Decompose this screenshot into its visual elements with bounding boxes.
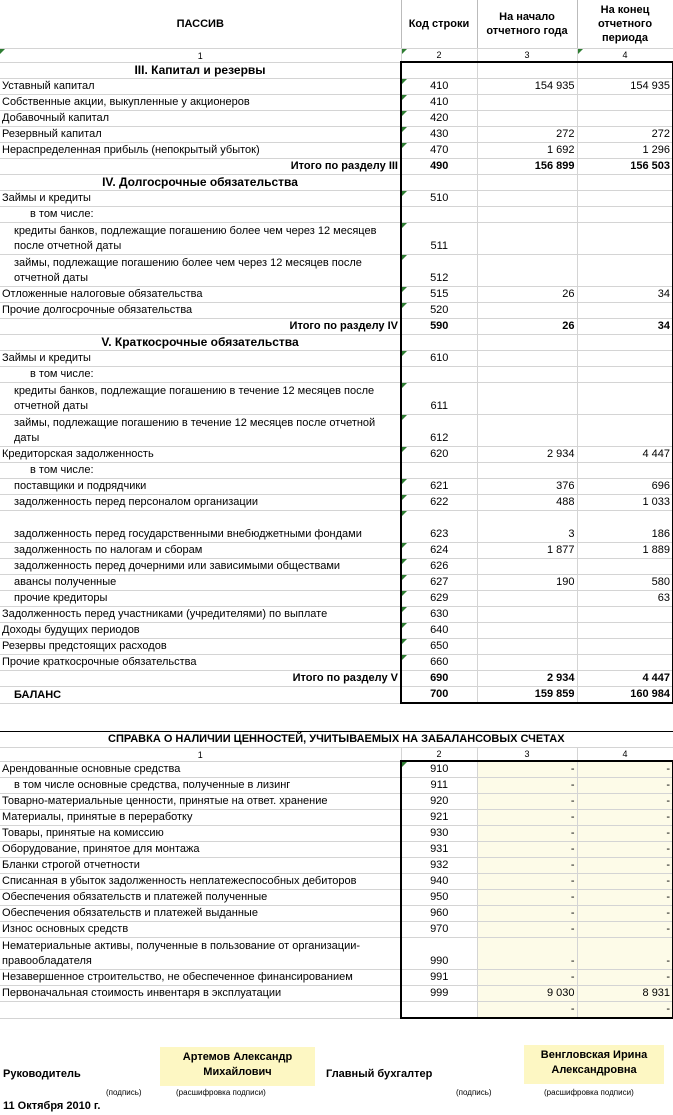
offbalance-end-value: - — [577, 794, 673, 810]
offbalance-label: Обеспечения обязательств и платежей полученные — [0, 890, 401, 906]
offbalance-row — [0, 810, 673, 826]
row-label: БАЛАНС — [0, 687, 401, 704]
row-label: займы, подлежащие погашению более чем через 12 месяцев после отчетной даты — [0, 255, 401, 287]
offbalance-row — [0, 761, 673, 778]
offbalance-label: Оборудование, принятое для монтажа — [0, 842, 401, 858]
offbalance-code: 911 — [401, 778, 477, 794]
row-end-value: 272 — [577, 127, 673, 143]
row-end-value — [577, 415, 673, 447]
row-code: 590 — [401, 319, 477, 335]
row-end-value — [577, 303, 673, 319]
offbalance-label: Износ основных средств — [0, 922, 401, 938]
table-row — [0, 143, 673, 159]
table-row — [0, 623, 673, 639]
row-end-value — [577, 207, 673, 223]
row-end-value — [577, 111, 673, 127]
offbalance-row — [0, 1002, 673, 1019]
row-code: 626 — [401, 559, 477, 575]
offbalance-end-value: - — [577, 970, 673, 986]
table-row — [0, 447, 673, 463]
row-code — [401, 175, 477, 191]
row-code: 623 — [401, 511, 477, 543]
row-label: Резервный капитал — [0, 127, 401, 143]
offbalance-label: Нематериальные активы, полученные в пользование от организации-правообладателя — [0, 938, 401, 970]
row-label: Итого по разделу IV — [0, 319, 401, 335]
row-end-value: 63 — [577, 591, 673, 607]
offbalance-end-value: - — [577, 778, 673, 794]
offbalance-start-value: - — [477, 922, 577, 938]
offbalance-code: 910 — [401, 761, 477, 778]
row-code: 512 — [401, 255, 477, 287]
row-end-value: 1 296 — [577, 143, 673, 159]
column-number-2: 2 — [401, 49, 477, 63]
row-end-value: 154 935 — [577, 79, 673, 95]
offbalance-code: 931 — [401, 842, 477, 858]
row-code: 520 — [401, 303, 477, 319]
offbalance-code: 991 — [401, 970, 477, 986]
row-start-value: 488 — [477, 495, 577, 511]
table-row — [0, 191, 673, 207]
total-row — [0, 319, 673, 335]
row-end-value — [577, 559, 673, 575]
table-row — [0, 559, 673, 575]
row-start-value: 3 — [477, 511, 577, 543]
row-end-value — [577, 175, 673, 191]
row-label: Уставный капитал — [0, 79, 401, 95]
offbalance-end-value: - — [577, 874, 673, 890]
offbalance-code: 921 — [401, 810, 477, 826]
table-row — [0, 111, 673, 127]
offbalance-label: Товарно-материальные ценности, принятые на ответ. хранение — [0, 794, 401, 810]
row-start-value — [477, 463, 577, 479]
head-label: Руководитель — [3, 1068, 81, 1080]
row-label: Собственные акции, выкупленные у акционеров — [0, 95, 401, 111]
row-end-value — [577, 351, 673, 367]
offbalance-row — [0, 826, 673, 842]
row-code: 690 — [401, 671, 477, 687]
table-row — [0, 575, 673, 591]
row-end-value — [577, 463, 673, 479]
row-end-value — [577, 62, 673, 79]
offbalance-code: 920 — [401, 794, 477, 810]
row-label: Отложенные налоговые обязательства — [0, 287, 401, 303]
row-label: кредиты банков, подлежащие погашению более чем через 12 месяцев после отчетной даты — [0, 223, 401, 255]
head-sign-caption: (подпись) — [106, 1088, 142, 1097]
section-row — [0, 175, 673, 191]
row-end-value — [577, 95, 673, 111]
row-code: 490 — [401, 159, 477, 175]
row-label: Добавочный капитал — [0, 111, 401, 127]
row-code: 515 — [401, 287, 477, 303]
row-end-value: 580 — [577, 575, 673, 591]
head-name: Артемов Александр Михайлович — [160, 1047, 315, 1086]
offbalance-start-value: - — [477, 842, 577, 858]
chief-decode-caption: (расшифровка подписи) — [544, 1088, 634, 1097]
row-start-value: 2 934 — [477, 447, 577, 463]
offbalance-start-value: - — [477, 858, 577, 874]
row-code: 622 — [401, 495, 477, 511]
row-code: 510 — [401, 191, 477, 207]
offbalance-start-value: 9 030 — [477, 986, 577, 1002]
column-number-1: 1 — [0, 49, 401, 63]
row-label: Прочие долгосрочные обязательства — [0, 303, 401, 319]
header-code: Код строки — [401, 0, 477, 49]
header-passiv: ПАССИВ — [0, 0, 401, 49]
table-row — [0, 607, 673, 623]
offbalance-row — [0, 986, 673, 1002]
offbalance-code: 960 — [401, 906, 477, 922]
row-label: в том числе: — [0, 207, 401, 223]
row-end-value — [577, 367, 673, 383]
table-row — [0, 383, 673, 415]
table-row — [0, 639, 673, 655]
offbalance-label: Бланки строгой отчетности — [0, 858, 401, 874]
table-row — [0, 255, 673, 287]
table-row — [0, 351, 673, 367]
row-end-value — [577, 223, 673, 255]
offbalance-start-value: - — [477, 890, 577, 906]
row-label: поставщики и подрядчики — [0, 479, 401, 495]
section-row — [0, 335, 673, 351]
row-label: Кредиторская задолженность — [0, 447, 401, 463]
row-label: авансы полученные — [0, 575, 401, 591]
off-column-number-3: 3 — [477, 748, 577, 762]
row-end-value — [577, 191, 673, 207]
row-end-value: 4 447 — [577, 671, 673, 687]
row-start-value — [477, 95, 577, 111]
head-decode-caption: (расшифровка подписи) — [176, 1088, 266, 1097]
row-code: 621 — [401, 479, 477, 495]
offbalance-end-value: - — [577, 761, 673, 778]
offbalance-row — [0, 858, 673, 874]
offbalance-code: 970 — [401, 922, 477, 938]
offbalance-label: в том числе основные средства, полученные в лизинг — [0, 778, 401, 794]
row-code: 660 — [401, 655, 477, 671]
row-label: Доходы будущих периодов — [0, 623, 401, 639]
row-end-value: 186 — [577, 511, 673, 543]
row-label: задолженность перед персоналом организации — [0, 495, 401, 511]
row-code: 700 — [401, 687, 477, 704]
row-code: 624 — [401, 543, 477, 559]
row-code — [401, 463, 477, 479]
row-code: 410 — [401, 95, 477, 111]
offbalance-start-value: - — [477, 970, 577, 986]
row-code: 420 — [401, 111, 477, 127]
table-row — [0, 95, 673, 111]
row-end-value: 156 503 — [577, 159, 673, 175]
offbalance-row — [0, 890, 673, 906]
offbalance-end-value: - — [577, 890, 673, 906]
offbalance-start-value: - — [477, 906, 577, 922]
table-row — [0, 511, 673, 543]
section-title: III. Капитал и резервы — [0, 62, 401, 79]
table-row — [0, 367, 673, 383]
offbalance-row — [0, 874, 673, 890]
offbalance-code: 940 — [401, 874, 477, 890]
row-label: в том числе: — [0, 463, 401, 479]
row-label: Резервы предстоящих расходов — [0, 639, 401, 655]
offbalance-end-value: - — [577, 858, 673, 874]
row-label: Займы и кредиты — [0, 191, 401, 207]
row-code: 650 — [401, 639, 477, 655]
offbalance-row — [0, 842, 673, 858]
row-start-value — [477, 607, 577, 623]
row-start-value — [477, 591, 577, 607]
row-code — [401, 62, 477, 79]
offbalance-code: 999 — [401, 986, 477, 1002]
row-start-value — [477, 415, 577, 447]
table-row — [0, 479, 673, 495]
offbalance-start-value: - — [477, 761, 577, 778]
row-label: задолженность перед государственными внебюджетными фондами — [0, 511, 401, 543]
row-end-value — [577, 335, 673, 351]
row-end-value: 4 447 — [577, 447, 673, 463]
row-end-value: 696 — [577, 479, 673, 495]
chief-name: Венгловская Ирина Александровна — [524, 1045, 664, 1084]
row-start-value — [477, 367, 577, 383]
row-label: Прочие краткосрочные обязательства — [0, 655, 401, 671]
row-label: в том числе: — [0, 367, 401, 383]
table-row — [0, 287, 673, 303]
offbalance-label: Арендованные основные средства — [0, 761, 401, 778]
offbalance-end-value: - — [577, 1002, 673, 1019]
row-start-value — [477, 383, 577, 415]
offbalance-end-value: - — [577, 906, 673, 922]
offbalance-end-value: - — [577, 938, 673, 970]
row-label: займы, подлежащие погашению в течение 12 месяцев после отчетной даты — [0, 415, 401, 447]
section-title: IV. Долгосрочные обязательства — [0, 175, 401, 191]
chief-label: Главный бухгалтер — [326, 1068, 433, 1080]
row-start-value — [477, 62, 577, 79]
row-start-value — [477, 303, 577, 319]
offbalance-table — [0, 731, 673, 1019]
chief-sign-caption: (подпись) — [456, 1088, 492, 1097]
row-end-value: 34 — [577, 319, 673, 335]
row-start-value: 376 — [477, 479, 577, 495]
row-start-value: 154 935 — [477, 79, 577, 95]
table-row — [0, 463, 673, 479]
row-start-value — [477, 207, 577, 223]
offbalance-start-value: - — [477, 1002, 577, 1019]
offbalance-code: 990 — [401, 938, 477, 970]
row-label: Займы и кредиты — [0, 351, 401, 367]
offbalance-label: Материалы, принятые в переработку — [0, 810, 401, 826]
row-end-value — [577, 639, 673, 655]
row-end-value — [577, 655, 673, 671]
table-row — [0, 495, 673, 511]
off-column-number-2: 2 — [401, 748, 477, 762]
offbalance-label — [0, 1002, 401, 1019]
row-end-value — [577, 383, 673, 415]
offbalance-label: Первоначальная стоимость инвентаря в эксплуатации — [0, 986, 401, 1002]
table-row — [0, 223, 673, 255]
row-label: Задолженность перед участниками (учредителями) по выплате — [0, 607, 401, 623]
row-start-value — [477, 655, 577, 671]
row-code: 410 — [401, 79, 477, 95]
row-label: прочие кредиторы — [0, 591, 401, 607]
offbalance-row — [0, 970, 673, 986]
offbalance-code: 930 — [401, 826, 477, 842]
offbalance-row — [0, 794, 673, 810]
offbalance-title: СПРАВКА О НАЛИЧИИ ЦЕННОСТЕЙ, УЧИТЫВАЕМЫХ НА ЗАБАЛАНСОВЫХ СЧЕТАХ — [0, 732, 673, 748]
row-start-value: 2 934 — [477, 671, 577, 687]
row-start-value — [477, 111, 577, 127]
offbalance-code: 932 — [401, 858, 477, 874]
row-label: кредиты банков, подлежащие погашению в течение 12 месяцев после отчетной даты — [0, 383, 401, 415]
row-end-value: 1 889 — [577, 543, 673, 559]
row-end-value — [577, 607, 673, 623]
row-code: 611 — [401, 383, 477, 415]
offbalance-start-value: - — [477, 826, 577, 842]
table-row — [0, 543, 673, 559]
table-row — [0, 655, 673, 671]
row-start-value: 26 — [477, 287, 577, 303]
row-label: Нераспределенная прибыль (непокрытый убыток) — [0, 143, 401, 159]
row-end-value — [577, 623, 673, 639]
row-start-value: 156 899 — [477, 159, 577, 175]
row-start-value — [477, 623, 577, 639]
table-row — [0, 415, 673, 447]
total-row — [0, 671, 673, 687]
offbalance-end-value: - — [577, 922, 673, 938]
offbalance-row — [0, 938, 673, 970]
row-code: 620 — [401, 447, 477, 463]
row-start-value — [477, 255, 577, 287]
table-row — [0, 207, 673, 223]
row-code: 511 — [401, 223, 477, 255]
row-start-value — [477, 335, 577, 351]
offbalance-label: Незавершенное строительство, не обеспеченное финансированием — [0, 970, 401, 986]
row-end-value: 160 984 — [577, 687, 673, 704]
offbalance-start-value: - — [477, 938, 577, 970]
offbalance-label: Обеспечения обязательств и платежей выданные — [0, 906, 401, 922]
report-date: 11 Октября 2010 г. — [3, 1100, 101, 1112]
row-code: 627 — [401, 575, 477, 591]
table-row — [0, 591, 673, 607]
balance-row — [0, 687, 673, 704]
row-label: Итого по разделу III — [0, 159, 401, 175]
table-row — [0, 303, 673, 319]
offbalance-start-value: - — [477, 778, 577, 794]
row-start-value — [477, 559, 577, 575]
section-title: V. Краткосрочные обязательства — [0, 335, 401, 351]
table-row — [0, 127, 673, 143]
total-row — [0, 159, 673, 175]
offbalance-start-value: - — [477, 874, 577, 890]
column-number-4: 4 — [577, 49, 673, 63]
offbalance-code: 950 — [401, 890, 477, 906]
row-start-value — [477, 351, 577, 367]
row-start-value: 159 859 — [477, 687, 577, 704]
row-start-value — [477, 191, 577, 207]
offbalance-label: Товары, принятые на комиссию — [0, 826, 401, 842]
offbalance-label: Списанная в убыток задолженность неплатежеспособных дебиторов — [0, 874, 401, 890]
row-start-value: 26 — [477, 319, 577, 335]
offbalance-end-value: - — [577, 842, 673, 858]
row-start-value: 272 — [477, 127, 577, 143]
off-column-number-1: 1 — [0, 748, 401, 762]
row-start-value — [477, 639, 577, 655]
row-end-value: 34 — [577, 287, 673, 303]
row-code: 612 — [401, 415, 477, 447]
row-code: 430 — [401, 127, 477, 143]
row-code: 610 — [401, 351, 477, 367]
row-code: 629 — [401, 591, 477, 607]
row-start-value: 1 692 — [477, 143, 577, 159]
offbalance-start-value: - — [477, 810, 577, 826]
offbalance-end-value: 8 931 — [577, 986, 673, 1002]
row-start-value — [477, 175, 577, 191]
row-label: задолженность перед дочерними или зависимыми обществами — [0, 559, 401, 575]
table-row — [0, 79, 673, 95]
row-end-value — [577, 255, 673, 287]
row-label: задолженность по налогам и сборам — [0, 543, 401, 559]
off-column-number-4: 4 — [577, 748, 673, 762]
row-code — [401, 367, 477, 383]
row-code: 630 — [401, 607, 477, 623]
row-code: 470 — [401, 143, 477, 159]
offbalance-start-value: - — [477, 794, 577, 810]
row-label: Итого по разделу V — [0, 671, 401, 687]
row-code — [401, 335, 477, 351]
row-start-value: 1 877 — [477, 543, 577, 559]
header-end: На конец отчетного периода — [577, 0, 673, 49]
row-start-value: 190 — [477, 575, 577, 591]
offbalance-row — [0, 778, 673, 794]
offbalance-row — [0, 906, 673, 922]
row-code — [401, 207, 477, 223]
row-code: 640 — [401, 623, 477, 639]
header-start: На начало отчетного года — [477, 0, 577, 49]
section-row — [0, 62, 673, 79]
offbalance-end-value: - — [577, 826, 673, 842]
column-number-3: 3 — [477, 49, 577, 63]
row-start-value — [477, 223, 577, 255]
offbalance-row — [0, 922, 673, 938]
offbalance-end-value: - — [577, 810, 673, 826]
offbalance-code — [401, 1002, 477, 1019]
row-end-value: 1 033 — [577, 495, 673, 511]
